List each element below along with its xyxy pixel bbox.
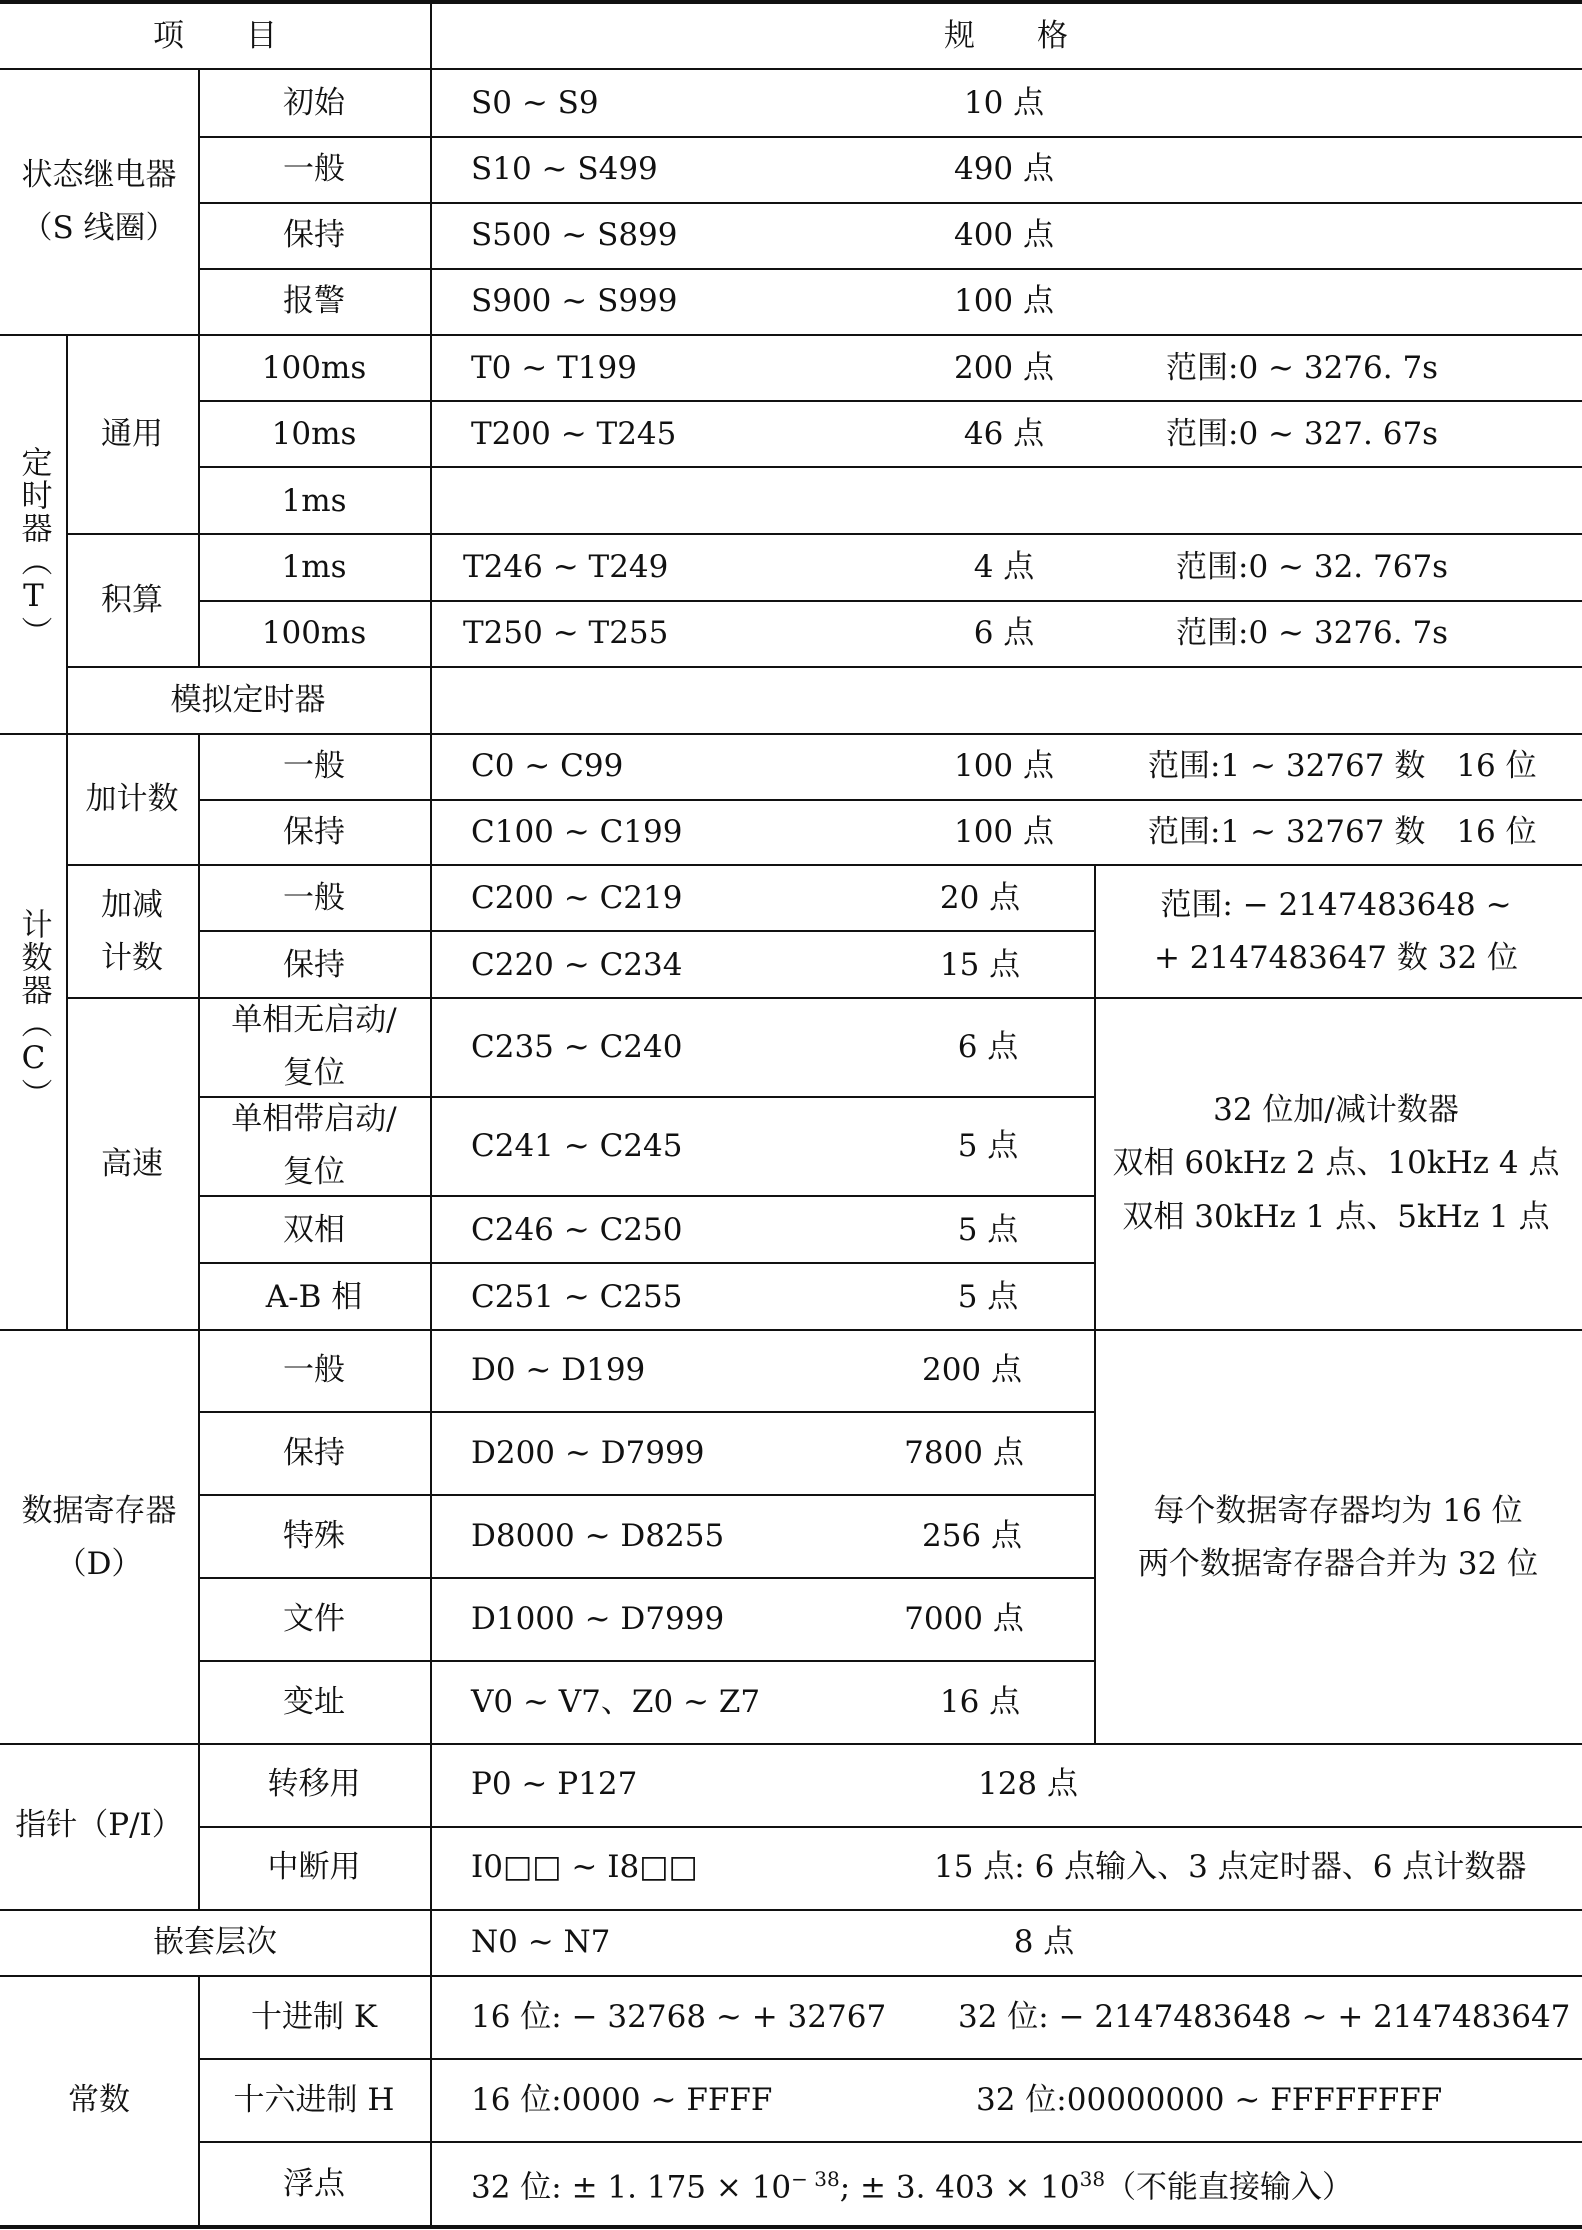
timer-note: 范围:0 ~ 327. 67s — [1166, 416, 1439, 452]
counter-range: C220 ~ C234 — [471, 947, 683, 983]
row-divider — [198, 268, 1582, 270]
counter-up-label: 加计数 — [85, 781, 179, 817]
data-reg-range: D1000 ~ D7999 — [471, 1601, 725, 1637]
state-count: 100 点 — [953, 283, 1055, 319]
pointer-count: 128 点 — [977, 1766, 1079, 1802]
constant-float-sub: 浮点 — [283, 2166, 345, 2202]
state-range: S10 ~ S499 — [471, 151, 658, 187]
row-divider — [198, 466, 1582, 468]
counter-hs-sub: 单相带启动/ — [231, 1101, 397, 1137]
row-divider — [198, 1660, 1094, 1662]
row-divider — [198, 2058, 1582, 2060]
counter-sub: 一般 — [283, 748, 345, 784]
constant-float-spec — [471, 2167, 1354, 2206]
section-divider — [0, 1329, 1582, 1331]
data-reg-count: 16 点 — [939, 1684, 1021, 1720]
row-divider — [198, 136, 1582, 138]
header-item: 项 目 — [153, 18, 277, 54]
data-reg-sub: 变址 — [283, 1684, 345, 1720]
timer-resolution: 100ms — [261, 615, 367, 651]
row-divider — [198, 1826, 1582, 1828]
counter-updown-label: 加减 — [101, 887, 163, 923]
section-divider — [0, 334, 1582, 336]
state-range: S500 ~ S899 — [471, 217, 678, 253]
float-max: ; ± 3. 403 × 10 — [839, 2169, 1080, 2206]
float-max-exponent: 38 — [1079, 2167, 1106, 2191]
counter-count: 20 点 — [939, 880, 1021, 916]
row-divider — [66, 997, 1582, 999]
timer-resolution: 1ms — [281, 549, 347, 585]
float-min-exponent: − 38 — [791, 2167, 840, 2191]
state-category: 状态继电器 — [21, 157, 177, 193]
row-divider — [198, 1411, 1094, 1413]
row-divider — [198, 799, 1582, 801]
counter-range: C0 ~ C99 — [471, 748, 624, 784]
header-divider — [0, 68, 1582, 70]
timer-note: 范围:0 ~ 32. 767s — [1176, 549, 1449, 585]
data-reg-category-sub: （D） — [55, 1546, 143, 1582]
timer-range: T246 ~ T249 — [463, 549, 669, 585]
data-reg-range: D8000 ~ D8255 — [471, 1518, 725, 1554]
counter-count: 6 点 — [957, 1029, 1019, 1065]
nest-category: 嵌套层次 — [153, 1924, 277, 1960]
timer-range: T0 ~ T199 — [471, 350, 637, 386]
data-reg-note: 两个数据寄存器合并为 32 位 — [1137, 1546, 1539, 1582]
data-reg-sub: 保持 — [283, 1435, 345, 1471]
timer-range: T200 ~ T245 — [471, 416, 677, 452]
pointer-sub: 中断用 — [267, 1849, 361, 1885]
column-divider — [198, 1975, 200, 2227]
section-divider — [0, 1909, 1582, 1911]
counter-hs-sub: 复位 — [283, 1154, 345, 1190]
counter-count: 100 点 — [953, 748, 1055, 784]
row-divider — [198, 1494, 1094, 1496]
data-reg-range: D200 ~ D7999 — [471, 1435, 705, 1471]
row-divider — [198, 2141, 1582, 2143]
counter-count: 5 点 — [957, 1279, 1019, 1315]
state-count: 10 点 — [963, 85, 1045, 121]
data-reg-count: 200 点 — [921, 1352, 1023, 1388]
counter-count: 5 点 — [957, 1212, 1019, 1248]
counter-category: 计数器（C） — [15, 908, 52, 1111]
timer-range: T250 ~ T255 — [463, 615, 669, 651]
nest-range: N0 ~ N7 — [471, 1924, 611, 1960]
counter-updown-note: + 2147483647 数 32 位 — [1153, 940, 1519, 976]
row-divider — [198, 1195, 1094, 1197]
timer-count: 4 点 — [973, 549, 1035, 585]
state-sub: 保持 — [283, 217, 345, 253]
state-range: S900 ~ S999 — [471, 283, 678, 319]
timer-general-label: 通用 — [101, 416, 163, 452]
section-divider — [0, 1975, 1582, 1977]
timer-count: 6 点 — [973, 615, 1035, 651]
row-divider — [198, 930, 1094, 932]
counter-hs-label: 高速 — [101, 1146, 163, 1182]
data-reg-note: 每个数据寄存器均为 16 位 — [1153, 1493, 1523, 1529]
timer-category: 定时器（T） — [15, 446, 52, 649]
counter-hs-sub: 单相无启动/ — [231, 1002, 397, 1038]
row-divider — [66, 533, 1582, 535]
constant-spec: 16 位: − 32768 ~ + 32767 — [471, 1999, 887, 2035]
constant-category: 常数 — [68, 2082, 130, 2118]
data-reg-range: V0 ~ V7、Z0 ~ Z7 — [471, 1684, 761, 1720]
data-reg-sub: 文件 — [283, 1601, 345, 1637]
counter-range: C251 ~ C255 — [471, 1279, 683, 1315]
row-divider — [66, 666, 1582, 668]
counter-hs-note: 32 位加/减计数器 — [1213, 1092, 1459, 1128]
timer-integrate-label: 积算 — [101, 582, 163, 618]
counter-hs-note: 双相 30kHz 1 点、5kHz 1 点 — [1122, 1199, 1550, 1235]
constant-spec: 16 位:0000 ~ FFFF — [471, 2082, 773, 2118]
row-divider — [198, 1262, 1094, 1264]
counter-range: C246 ~ C250 — [471, 1212, 683, 1248]
constant-spec: 32 位:00000000 ~ FFFFFFFF — [976, 2082, 1443, 2118]
state-count: 490 点 — [953, 151, 1055, 187]
state-sub: 报警 — [283, 283, 345, 319]
constant-sub: 十进制 K — [250, 1999, 378, 2035]
counter-hs-note: 双相 60kHz 2 点、10kHz 4 点 — [1112, 1145, 1560, 1181]
table-top-border — [0, 0, 1582, 4]
pointer-range: I0□□ ~ I8□□ — [471, 1849, 698, 1885]
float-min: 32 位: ± 1. 175 × 10 — [471, 2169, 792, 2206]
counter-note: 范围:1 ~ 32767 数 16 位 — [1148, 748, 1537, 784]
timer-note: 范围:0 ~ 3276. 7s — [1166, 350, 1439, 386]
counter-hs-sub: A-B 相 — [265, 1279, 363, 1315]
counter-sub: 保持 — [283, 814, 345, 850]
table-bottom-border — [0, 2225, 1582, 2229]
constant-spec: 32 位: − 2147483648 ~ + 2147483647 — [958, 1999, 1571, 2035]
counter-updown-label: 计数 — [101, 940, 163, 976]
float-note: （不能直接输入） — [1105, 2169, 1354, 2206]
state-category-sub: （S 线圈） — [21, 210, 177, 246]
counter-hs-sub: 复位 — [283, 1055, 345, 1091]
data-reg-count: 7000 点 — [904, 1601, 1024, 1637]
row-divider — [198, 1577, 1094, 1579]
timer-resolution: 1ms — [281, 483, 347, 519]
timer-resolution: 10ms — [271, 416, 357, 452]
counter-range: C235 ~ C240 — [471, 1029, 683, 1065]
data-reg-count: 256 点 — [921, 1518, 1023, 1554]
pointer-count: 15 点: 6 点输入、3 点定时器、6 点计数器 — [934, 1849, 1527, 1885]
state-count: 400 点 — [953, 217, 1055, 253]
nest-count: 8 点 — [1013, 1924, 1075, 1960]
row-divider — [198, 600, 1582, 602]
column-divider — [198, 733, 200, 1909]
data-reg-sub: 特殊 — [283, 1518, 345, 1554]
data-reg-count: 7800 点 — [904, 1435, 1024, 1471]
pointer-sub: 转移用 — [267, 1766, 361, 1802]
row-divider — [198, 202, 1582, 204]
timer-count: 200 点 — [953, 350, 1055, 386]
timer-resolution: 100ms — [261, 350, 367, 386]
pointer-range: P0 ~ P127 — [471, 1766, 638, 1802]
constant-sub: 十六进制 H — [233, 2082, 395, 2118]
state-range: S0 ~ S9 — [471, 85, 599, 121]
data-reg-sub: 一般 — [283, 1352, 345, 1388]
counter-note: 范围:1 ~ 32767 数 16 位 — [1148, 814, 1537, 850]
pointer-category: 指针（P/I） — [15, 1807, 183, 1843]
column-divider — [430, 0, 432, 2229]
data-reg-category: 数据寄存器 — [21, 1493, 177, 1529]
counter-count: 5 点 — [957, 1128, 1019, 1164]
section-divider — [0, 1743, 1582, 1745]
state-sub: 初始 — [283, 85, 345, 121]
counter-sub: 保持 — [283, 947, 345, 983]
row-divider — [198, 1096, 1094, 1098]
counter-count: 15 点 — [939, 947, 1021, 983]
counter-updown-note: 范围: − 2147483648 ~ — [1160, 887, 1512, 923]
column-divider — [1094, 864, 1096, 1745]
counter-range: C241 ~ C245 — [471, 1128, 683, 1164]
state-sub: 一般 — [283, 151, 345, 187]
counter-range: C100 ~ C199 — [471, 814, 683, 850]
timer-count: 46 点 — [963, 416, 1045, 452]
counter-hs-sub: 双相 — [283, 1212, 345, 1248]
timer-analog-label: 模拟定时器 — [170, 682, 326, 718]
column-divider — [66, 334, 68, 1329]
header-spec: 规 格 — [944, 18, 1068, 54]
counter-range: C200 ~ C219 — [471, 880, 683, 916]
row-divider — [198, 400, 1582, 402]
counter-count: 100 点 — [953, 814, 1055, 850]
data-reg-range: D0 ~ D199 — [471, 1352, 646, 1388]
counter-sub: 一般 — [283, 880, 345, 916]
row-divider — [66, 864, 1582, 866]
timer-note: 范围:0 ~ 3276. 7s — [1176, 615, 1449, 651]
section-divider — [0, 733, 1582, 735]
column-divider — [198, 68, 200, 668]
